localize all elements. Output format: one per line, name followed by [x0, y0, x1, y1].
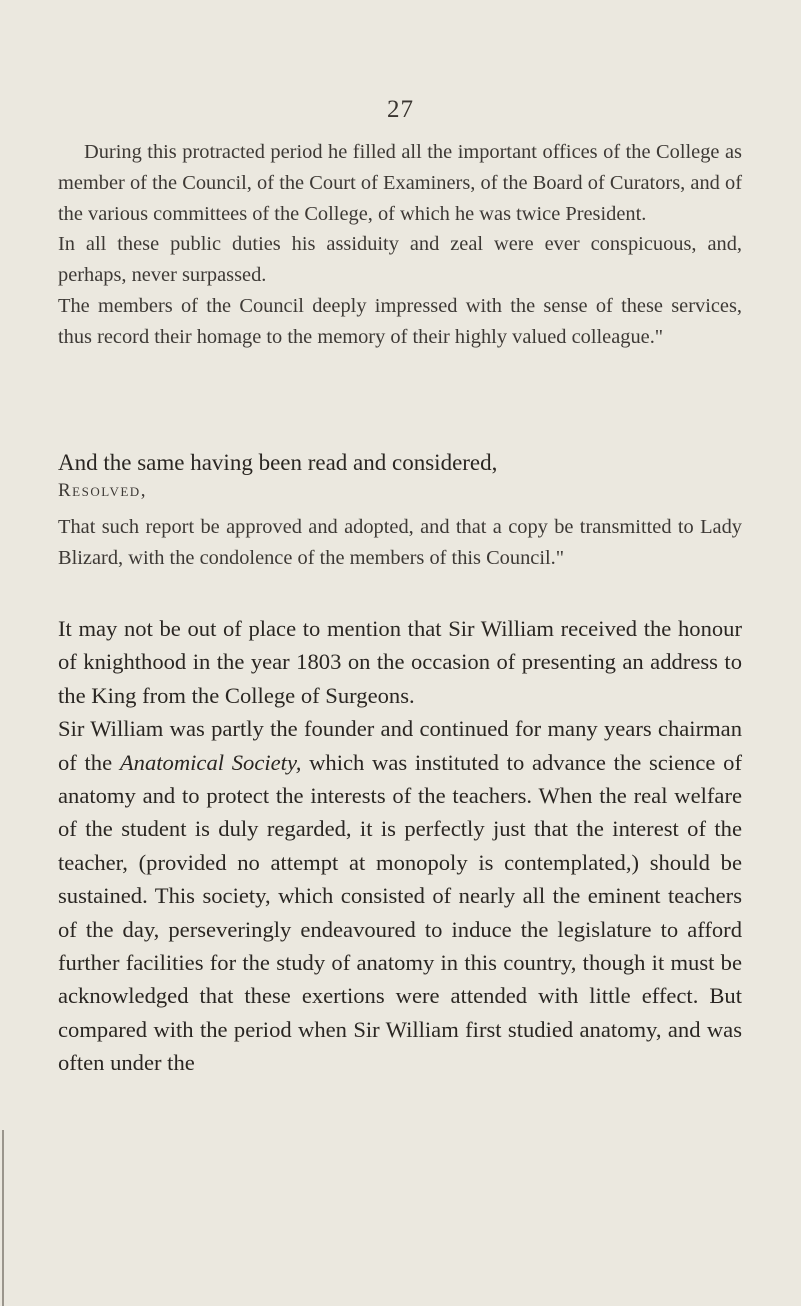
- resolution-text: [58, 512, 742, 574]
- body-paragraph-anatomical-society: [58, 712, 742, 1079]
- society-name: Anatomical Society,: [119, 749, 302, 775]
- quote-paragraph: During this protracted period he filled all the important offices of the College as member of the Council, of the Court of Examiners, of the Board of Curators, and of the various committees of the College, of which he was twice President.: [58, 141, 742, 225]
- resolved-heading: Resolved,: [58, 480, 147, 501]
- body-paragraph-knighthood: It may not be out of place to mention that Sir William received the honour of knighthood in the year 1803 on the occasion of presenting an address to the King from the College of Surgeons.: [58, 616, 742, 708]
- quote-paragraph: In all these public duties his assiduity and zeal were ever conspicuous, and, perhaps, never surpassed.: [58, 233, 742, 287]
- page-number: 27: [387, 96, 414, 123]
- main-text: [58, 612, 742, 1080]
- quoted-report: [58, 137, 742, 353]
- considered-line: And the same having been read and considered,: [58, 450, 498, 475]
- paragraph-text: Sir William was partly the founder and continued for many years chairman of the: [58, 716, 742, 775]
- quote-paragraph: The members of the Council deeply impressed with the sense of these services, thus record their homage to the memory of their highly valued colleague.": [58, 294, 742, 348]
- paragraph-text: which was instituted to advance the science of anatomy and to protect the interests of the teachers. When the real welfare of the student is duly regarded, it is perfectly just that the interest of the teacher, (provided no attempt at monopoly is contemplated,) should be sustained. This society, which consisted of nearly all the eminent teachers of the day, perseveringly endeavoured to induce the legislature to afford further facilities for the study of anatomy in this country, though it must be acknowledged that these exertions were attended with little effect. But compared with the period when Sir William first studied anatomy, and was often under the: [58, 749, 742, 1076]
- page-edge-shadow: [2, 1130, 4, 1306]
- resolution-paragraph: That such report be approved and adopted, and that a copy be transmitted to Lady Blizard, with the condolence of the members of this Council.": [58, 516, 742, 569]
